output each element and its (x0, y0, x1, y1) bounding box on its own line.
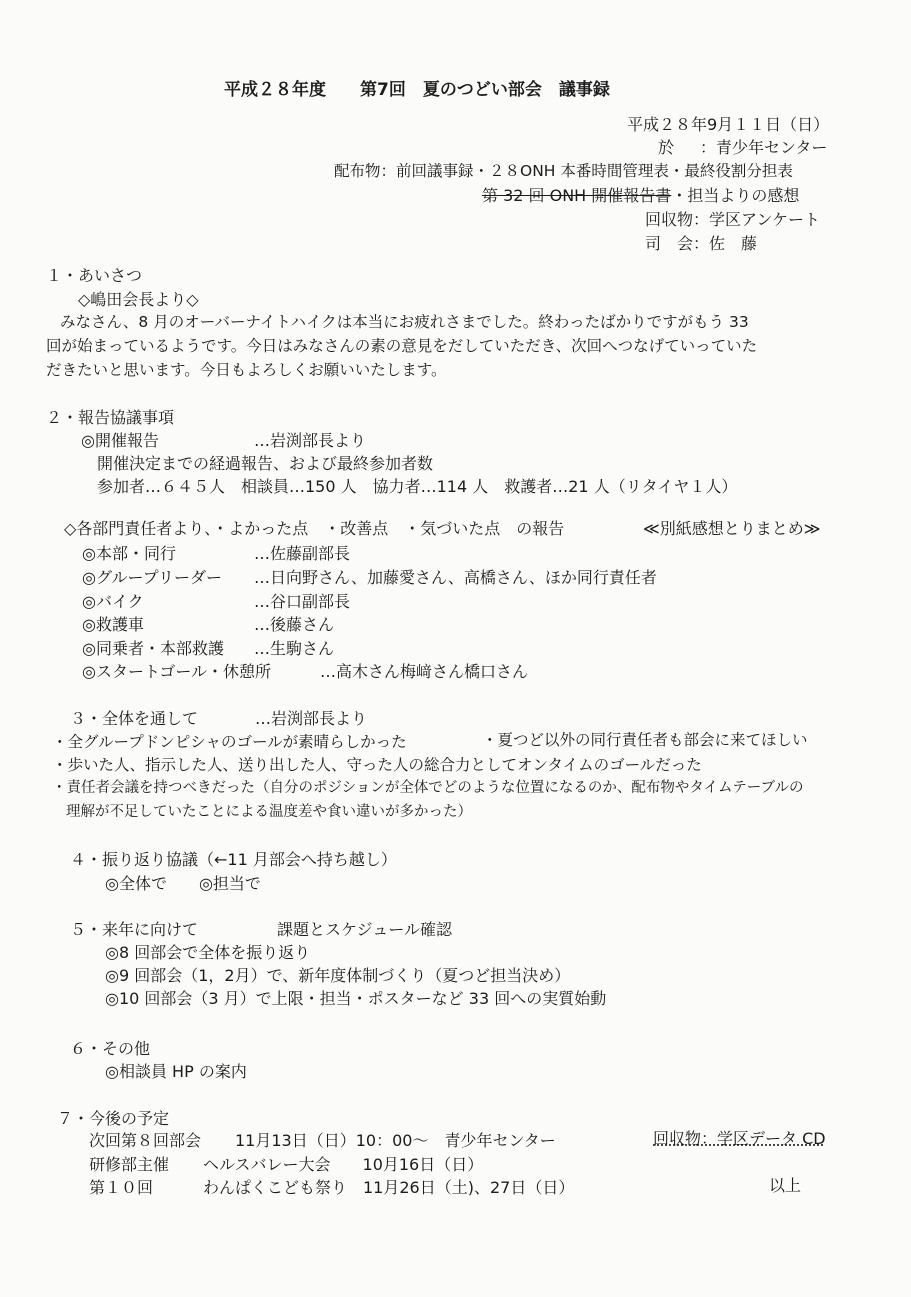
department-reporter: …生駒さん (254, 639, 335, 658)
section-3-by: …岩渕部長より (255, 709, 368, 728)
participant-counts: 参加者…６４５人 相談員…150 人 協力者…114 人 救護者…21 人（リタイヤ１人） (97, 477, 738, 496)
schedule-event: 次回第８回部会 (89, 1131, 202, 1150)
section-3-heading: ３・全体を通して (70, 709, 199, 728)
department-reporter: …後藤さん (254, 615, 335, 634)
department-reporter: …高木さん梅﨑さん橋口さん (320, 662, 529, 681)
report-line: 開催決定までの経過報告、および最終参加者数 (97, 454, 434, 473)
section-6-heading: ６・その他 (70, 1039, 151, 1058)
section-1-sub: ◇嶋田会長より◇ (78, 290, 199, 309)
handout-list-2 (482, 188, 799, 204)
section-6-item: ◎相談員 HP の案内 (105, 1062, 247, 1081)
department-heading: ◇各部門責任者より、・よかった点 ・改善点 ・気づいた点 の報告 (64, 519, 565, 538)
page-title: 平成２８年度 第7回 夏のつどい部会 議事録 (224, 80, 610, 100)
collected-items: 回収物：学区アンケート (645, 210, 821, 229)
department-label: ◎スタートゴール・休憩所 (82, 662, 272, 681)
department-label: ◎本部・同行 (82, 544, 176, 563)
overall-point: ・歩いた人、指示した人、送り出した人、守った人の総合力としてオンタイムのゴールだった (52, 756, 702, 774)
handout-list: 配布物：前回議事録・２８ONH 本番時間管理表・最終役割分担表 (334, 162, 793, 180)
handout-rest: ・担当よりの感想 (671, 186, 800, 205)
schedule-detail: 11月13日（日）10：00～ 青少年センター (235, 1131, 556, 1150)
schedule-detail: わんぱくこども祭り 11月26日（土)、27日（日） (203, 1178, 575, 1197)
schedule-event: 研修部主催 (89, 1155, 170, 1174)
collect-cd-note: 回収物：学区データ CD (653, 1129, 826, 1148)
struck-handout: 第 32 回 ONH 開催報告書 (482, 186, 672, 205)
section-1-heading: １・あいさつ (46, 266, 143, 285)
overall-point: 理解が不足していたことによる温度差や食い違いが多かった） (66, 804, 472, 820)
schedule-detail: ヘルスバレー大会 10月16日（日） (203, 1155, 484, 1174)
venue-label: 於 (658, 138, 675, 157)
section-5-note: 課題とスケジュール確認 (277, 920, 453, 939)
greeting-line: みなさん、8 月のオーバーナイトハイクは本当にお疲れさまでした。終わったばかりですがもう 33 (60, 313, 749, 331)
section-4-items: ◎全体で ◎担当で (105, 874, 261, 893)
schedule-event: 第１０回 (89, 1178, 154, 1197)
section-4-heading: ４・振り返り協議（←11 月部会へ持ち越し） (70, 850, 397, 869)
plan-item: ◎9 回部会（1，2月）で、新年度体制づくり（夏つど担当決め） (105, 966, 571, 985)
meeting-date: 平成２８年9月１１日（日） (627, 115, 830, 134)
plan-item: ◎10 回部会（3 月）で上限・担当・ポスターなど 33 回への実質始動 (105, 989, 607, 1008)
department-label: ◎同乗者・本部救護 (82, 639, 224, 658)
overall-point: ・全グループドンピシャのゴールが素晴らしかった (52, 733, 407, 751)
report-label: ◎開催報告 (81, 431, 159, 450)
report-by: …岩渕部長より (254, 431, 367, 450)
section-2-heading: ２・報告協議事項 (46, 408, 175, 427)
department-reporter: …谷口副部長 (254, 592, 351, 611)
department-label: ◎救護車 (82, 615, 144, 634)
plan-item: ◎8 回部会で全体を振り返り (105, 943, 311, 962)
greeting-line: だきたいと思います。今日もよろしくお願いいたします。 (46, 361, 447, 379)
department-reporter: …佐藤副部長 (254, 544, 351, 563)
section-5-heading: ５・来年に向けて (70, 920, 199, 939)
end-mark: 以上 (769, 1176, 802, 1195)
department-reporter: …日向野さん、加藤愛さん、高橋さん、ほか同行責任者 (254, 568, 657, 587)
chairperson: 司 会：佐 藤 (645, 234, 758, 253)
overall-point: ・責任者会議を持つべきだった（自分のポジションが全体でどのような位置になるのか、配布物やタイムテーブルの (52, 780, 804, 796)
greeting-line: 回が始まっているようです。今日はみなさんの素の意見をだしていただき、次回へつなげていっていた (46, 337, 758, 355)
overall-point: ・夏つど以外の同行責任者も部会に来てほしい (482, 731, 808, 749)
department-note: ≪別紙感想とりまとめ≫ (643, 519, 821, 538)
venue: ：青少年センター (700, 138, 828, 157)
section-7-heading: ７・今後の予定 (57, 1109, 170, 1128)
department-label: ◎グループリーダー (82, 568, 223, 587)
department-label: ◎バイク (82, 592, 144, 611)
